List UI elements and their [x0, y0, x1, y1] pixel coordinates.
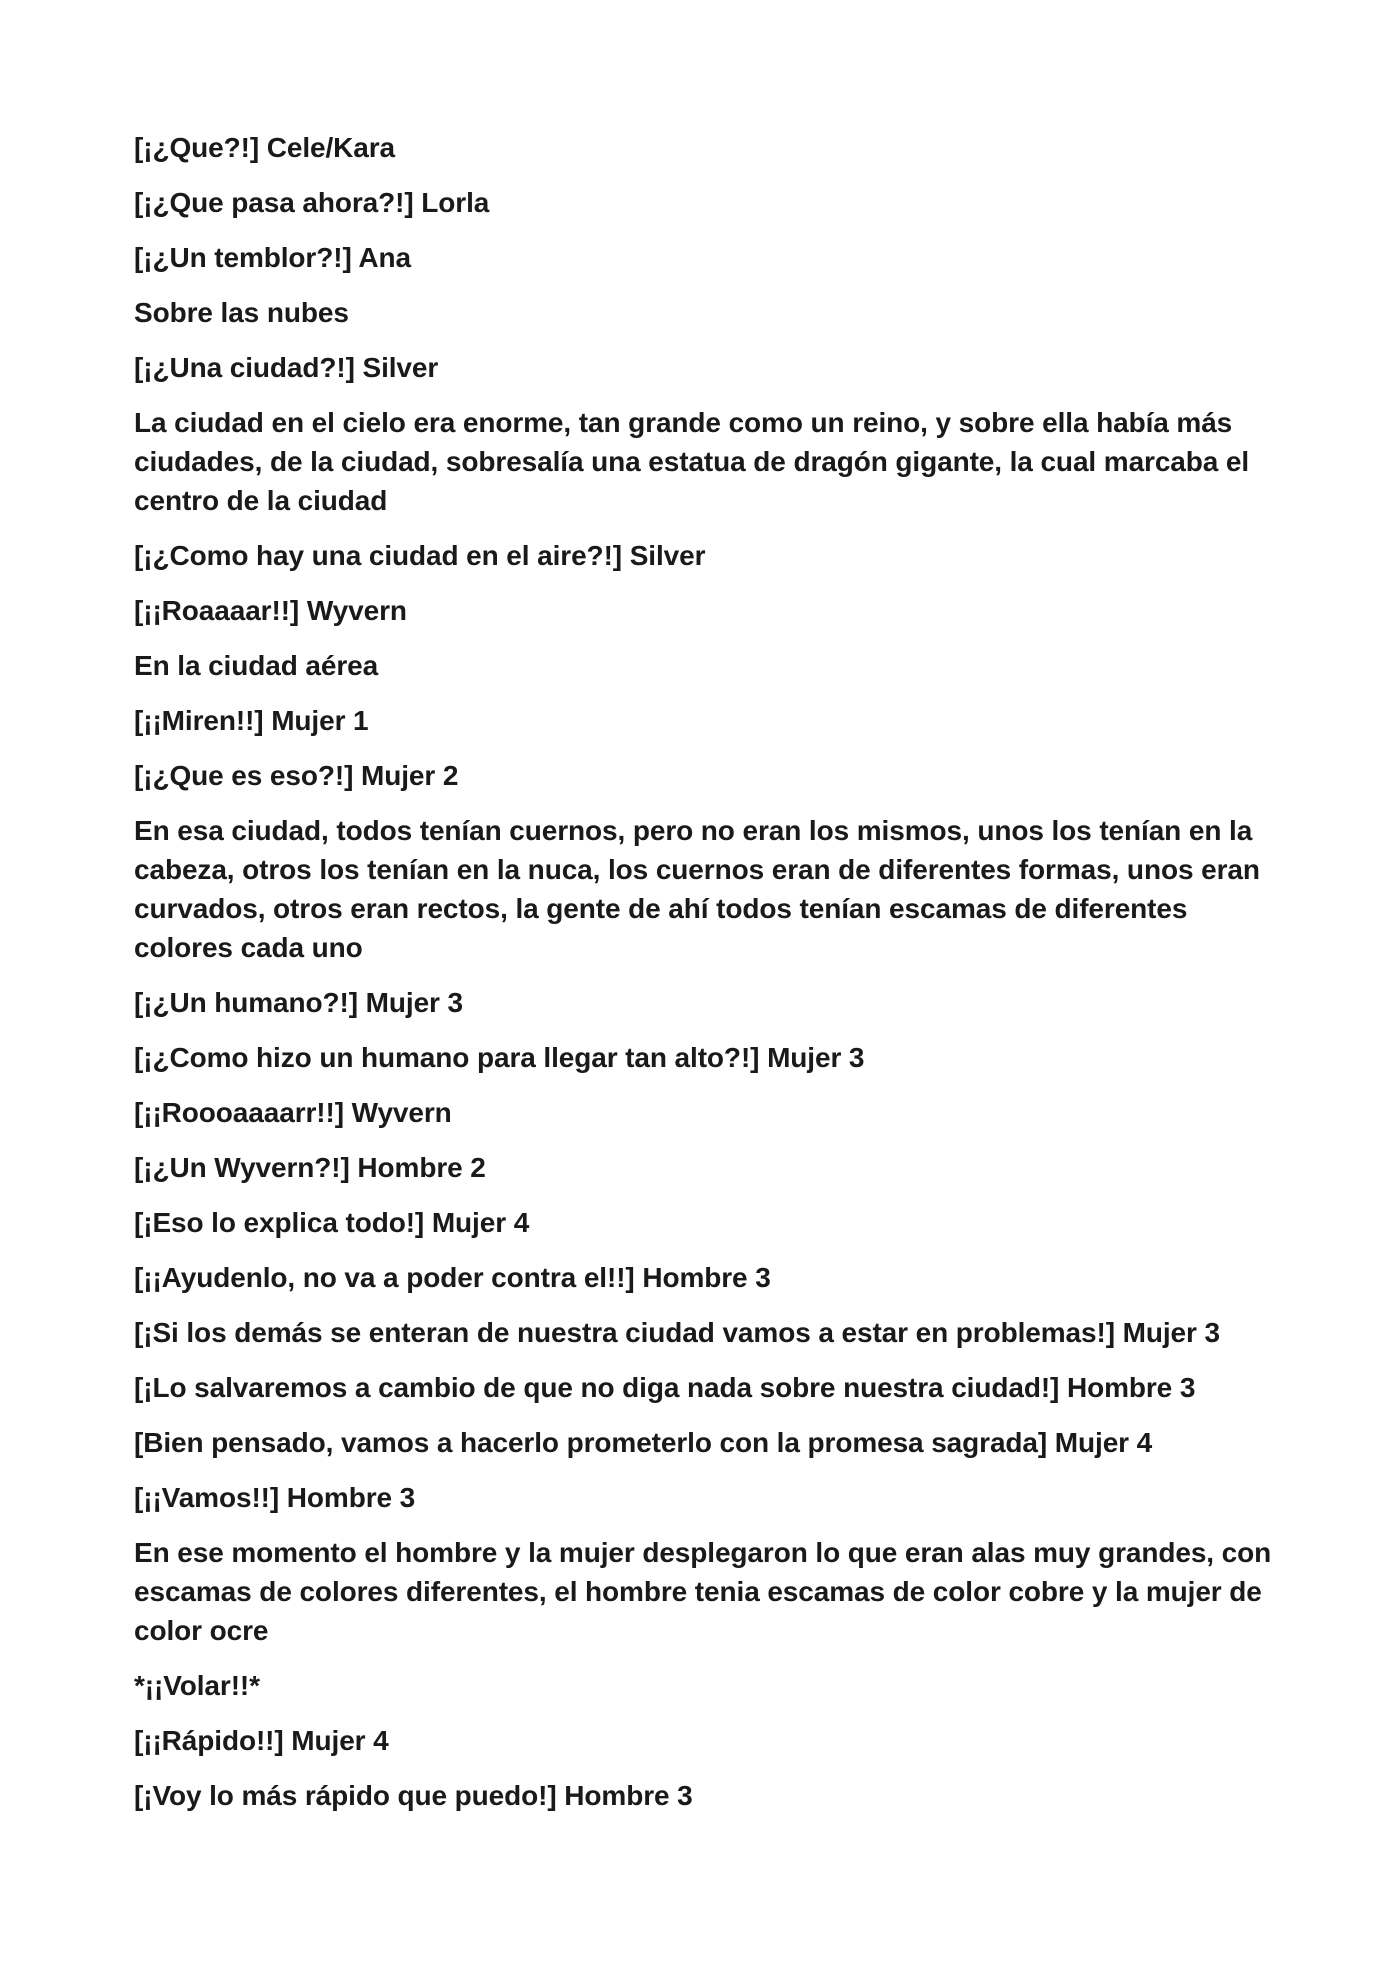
dialogue-line: [¡Voy lo más rápido que puedo!] Hombre 3 — [134, 1780, 693, 1811]
dialogue-line: [¡¿Que?!] Cele/Kara — [134, 132, 396, 163]
dialogue-line: [¡¿Un humano?!] Mujer 3 — [134, 987, 463, 1018]
dialogue-line: [¡¿Como hay una ciudad en el aire?!] Silver — [134, 540, 706, 571]
dialogue-line: [¡¿Un Wyvern?!] Hombre 2 — [134, 1152, 486, 1183]
narration-line: Sobre las nubes — [134, 297, 349, 328]
sound-effect-line: *¡¡Volar!!* — [134, 1670, 260, 1701]
narration-paragraph: En ese momento el hombre y la mujer desplegaron lo que eran alas muy grandes, con escamas de colores diferentes, el hombre tenia escamas de color cobre y la mujer de color ocre — [134, 1537, 1272, 1646]
narration-paragraph: La ciudad en el cielo era enorme, tan grande como un reino, y sobre ella había más ciudades, de la ciudad, sobresalía una estatua de dragón gigante, la cual marcaba el centro de la ciudad — [134, 407, 1250, 516]
dialogue-line: [¡¡Vamos!!] Hombre 3 — [134, 1482, 416, 1513]
dialogue-line: [¡¡Miren!!] Mujer 1 — [134, 705, 369, 736]
narration-paragraph: En esa ciudad, todos tenían cuernos, pero no eran los mismos, unos los tenían en la cabeza, otros los tenían en la nuca, los cuernos eran de diferentes formas, unos eran curvados, otros eran rectos, la gente de ahí todos tenían escamas de diferentes colores cada uno — [134, 815, 1260, 963]
narration-line: En la ciudad aérea — [134, 650, 379, 681]
dialogue-line: [¡¡Roooaaaarr!!] Wyvern — [134, 1097, 452, 1128]
dialogue-line: [Bien pensado, vamos a hacerlo prometerlo con la promesa sagrada] Mujer 4 — [134, 1427, 1153, 1458]
dialogue-line: [¡¿Que es eso?!] Mujer 2 — [134, 760, 459, 791]
dialogue-line: [¡¿Una ciudad?!] Silver — [134, 352, 439, 383]
dialogue-line: [¡¿Como hizo un humano para llegar tan alto?!] Mujer 3 — [134, 1042, 865, 1073]
document-body — [134, 128, 1284, 1831]
dialogue-line: [¡Eso lo explica todo!] Mujer 4 — [134, 1207, 530, 1238]
dialogue-line: [¡¿Un temblor?!] Ana — [134, 242, 411, 273]
dialogue-line: [¡Si los demás se enteran de nuestra ciudad vamos a estar en problemas!] Mujer 3 — [134, 1317, 1220, 1348]
dialogue-line: [¡¡Roaaaar!!] Wyvern — [134, 595, 407, 626]
dialogue-line: [¡¡Rápido!!] Mujer 4 — [134, 1725, 389, 1756]
dialogue-line: [¡¡Ayudenlo, no va a poder contra el!!] Hombre 3 — [134, 1262, 771, 1293]
dialogue-line: [¡¿Que pasa ahora?!] Lorla — [134, 187, 490, 218]
dialogue-line: [¡Lo salvaremos a cambio de que no diga nada sobre nuestra ciudad!] Hombre 3 — [134, 1372, 1196, 1403]
